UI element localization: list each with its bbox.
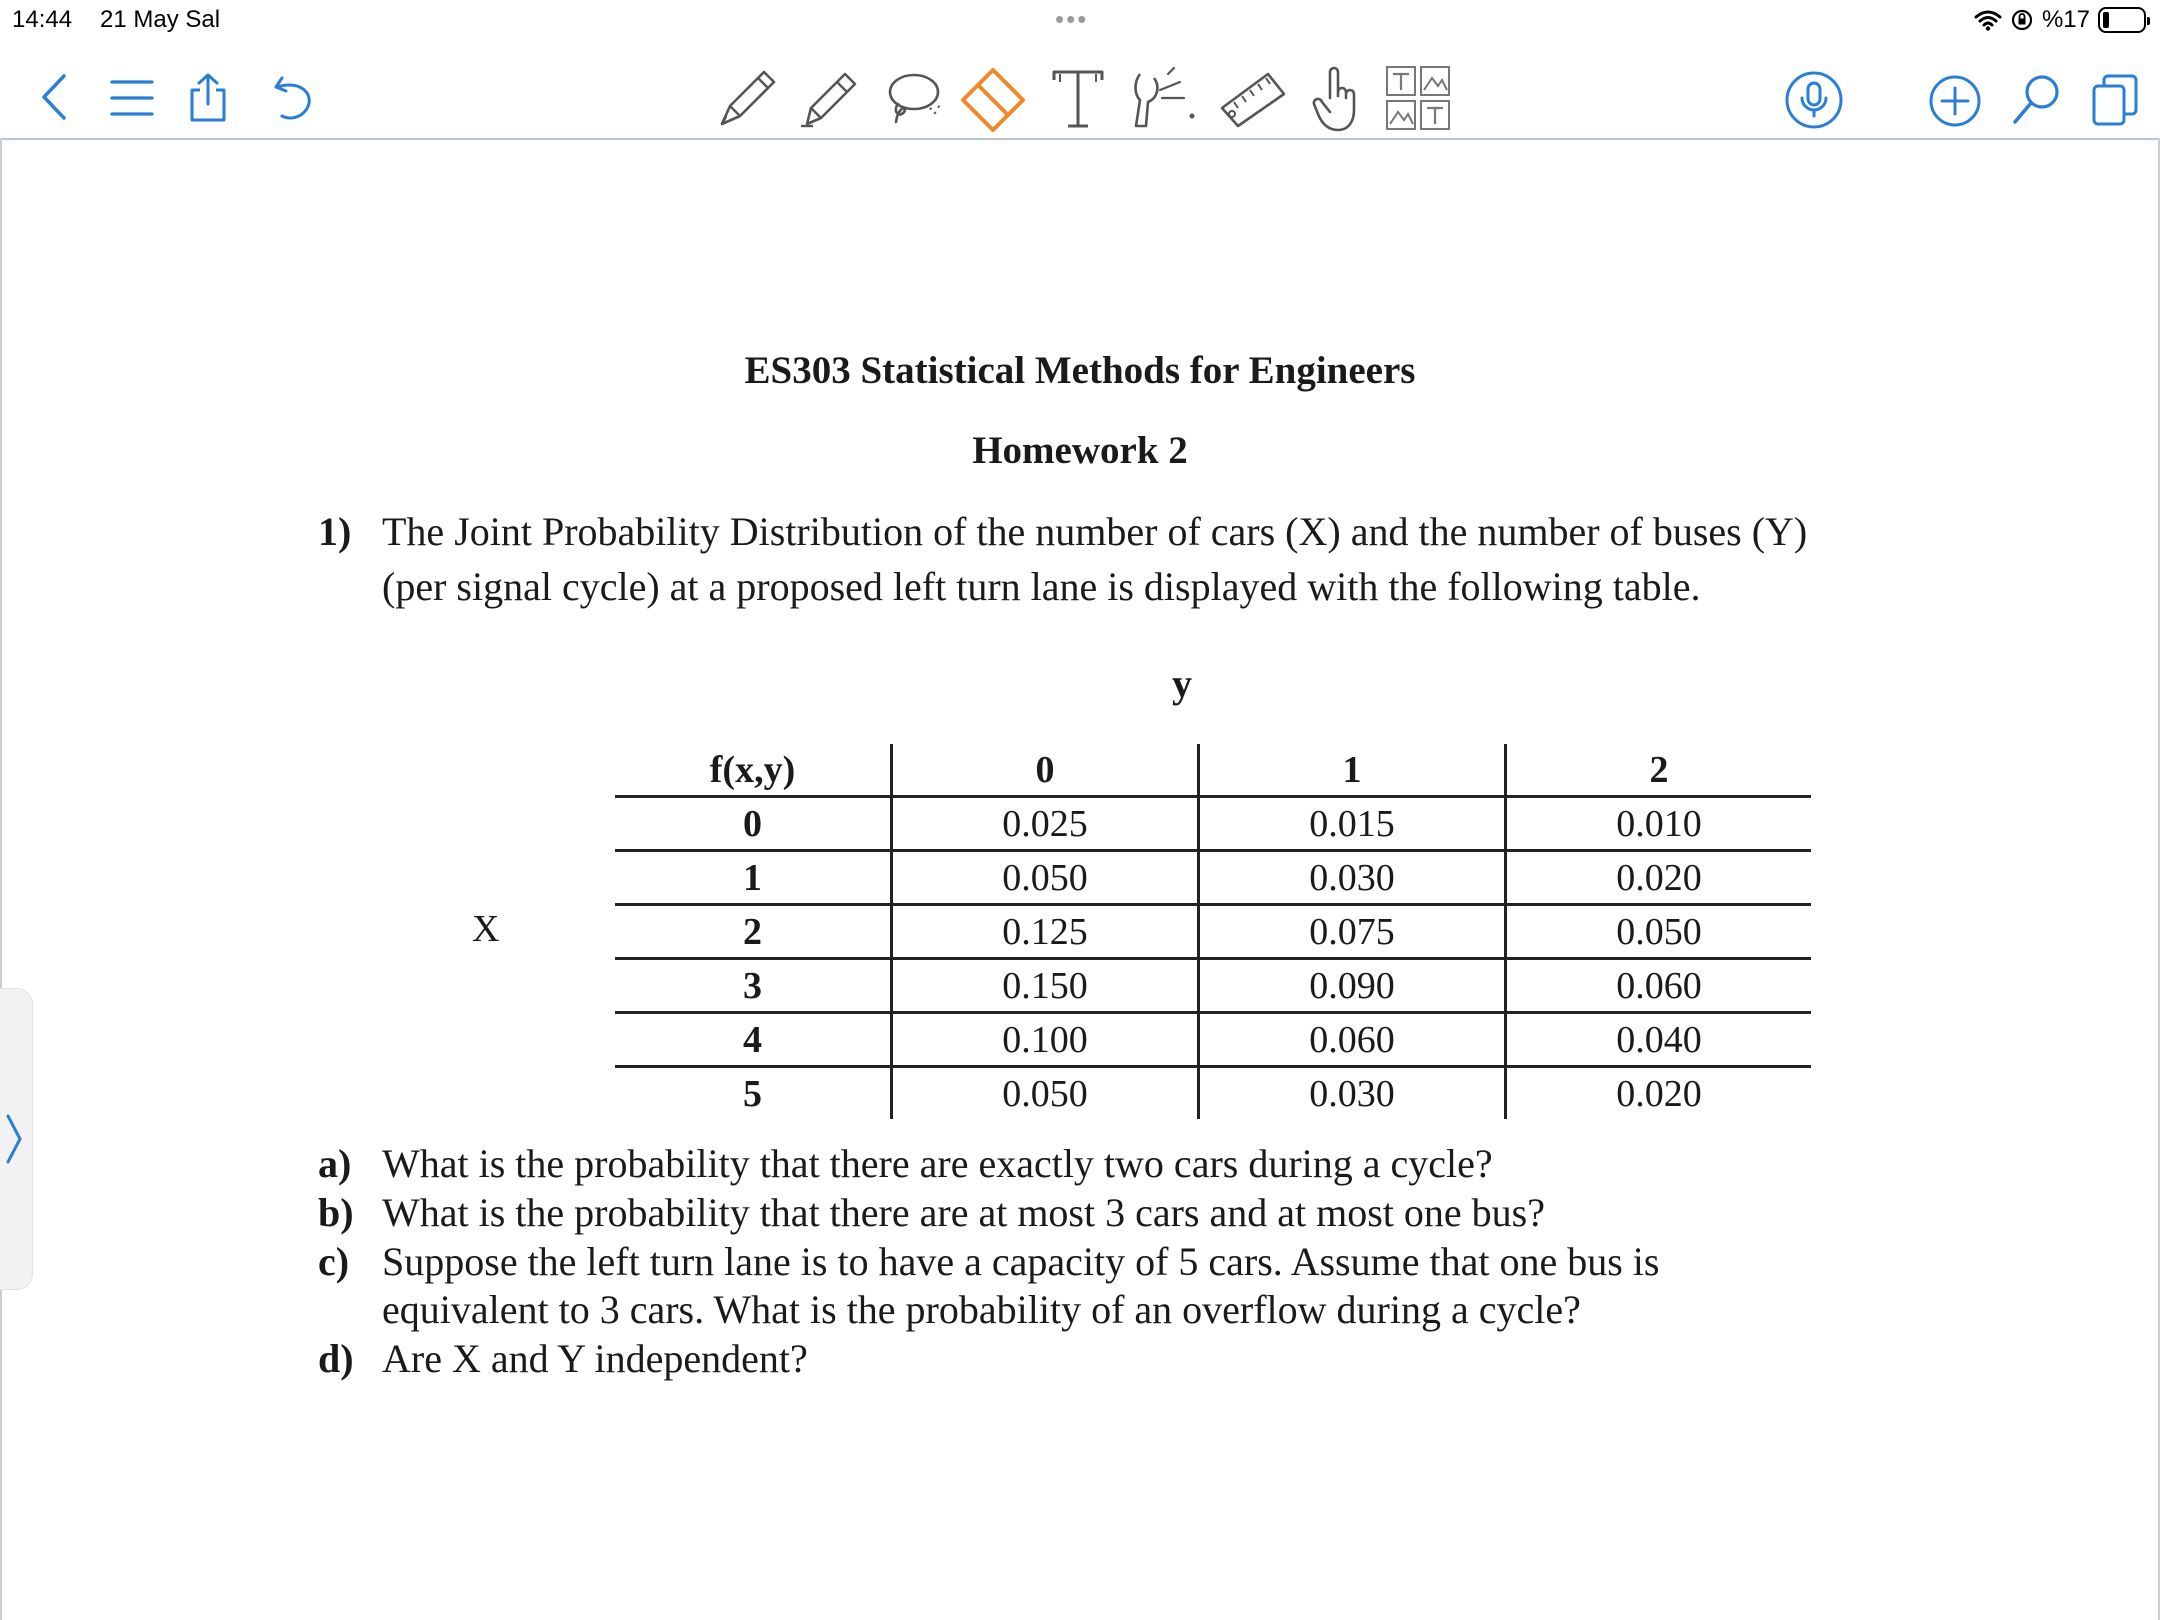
status-indicators [1974, 4, 2146, 36]
row-label: 3 [743, 964, 762, 1007]
table-header-row [615, 744, 1811, 797]
app-toolbar [0, 44, 2160, 140]
lasso-icon[interactable] [878, 66, 948, 132]
table-cell: 0.150 [892, 959, 1199, 1013]
chevron-right-icon[interactable] [4, 1112, 26, 1166]
joint-probability-table [615, 744, 1811, 1119]
part-text-b: What is the probability that there are at most 3 cars and at most one bus? [382, 1190, 1545, 1235]
status-bar [0, 0, 2160, 44]
table-cell: 0.030 [1199, 1067, 1506, 1120]
row-label: 4 [743, 1018, 762, 1061]
table-row [615, 797, 1811, 851]
table-row [615, 1067, 1811, 1120]
add-page-icon[interactable] [1928, 74, 1982, 128]
table-corner-label: f(x,y) [709, 748, 796, 791]
table-cell: 0.060 [1506, 959, 1812, 1013]
highlighter-icon[interactable] [795, 62, 865, 132]
table-cell: 0.020 [1506, 851, 1812, 905]
part-text-a: What is the probability that there are exactly two cars during a cycle? [382, 1141, 1493, 1186]
row-label: 2 [743, 910, 762, 953]
page-subtitle: Homework 2 [972, 429, 1188, 472]
undo-icon[interactable] [272, 74, 316, 122]
pen-icon[interactable] [712, 62, 782, 132]
table-cell: 0.020 [1506, 1067, 1812, 1120]
table-cell: 0.030 [1199, 851, 1506, 905]
part-label-d: d) [318, 1336, 354, 1381]
part-text-d: Are X and Y independent? [382, 1336, 808, 1381]
table-cell: 0.125 [892, 905, 1199, 959]
battery-percent: %17 [2041, 6, 2090, 33]
insert-icon[interactable] [1384, 64, 1454, 134]
eraser-icon[interactable] [955, 62, 1031, 134]
table-cell: 0.025 [892, 797, 1199, 851]
row-label: 0 [743, 802, 762, 845]
part-label-a: a) [318, 1141, 352, 1186]
part-text-c: Suppose the left turn lane is to have a capacity of 5 cars. Assume that one bus is [382, 1239, 1660, 1284]
wifi-icon [1974, 9, 2002, 31]
part-label-c: c) [318, 1239, 350, 1284]
table-cell: 0.040 [1506, 1013, 1812, 1067]
question-line-1: The Joint Probability Distribution of the number of cars (X) and the number of buses (Y) [382, 509, 1808, 554]
pages-icon[interactable] [2090, 72, 2140, 128]
table-cell: 0.050 [892, 1067, 1199, 1120]
table-cell: 0.050 [1506, 905, 1812, 959]
column-header: 0 [892, 744, 1199, 797]
table-row [615, 959, 1811, 1013]
table-cell: 0.060 [1199, 1013, 1506, 1067]
part-text-c-continued: equivalent to 3 cars. What is the probability of an overflow during a cycle? [382, 1287, 1581, 1332]
column-header: 1 [1199, 744, 1506, 797]
battery-icon [2098, 7, 2146, 33]
table-cell: 0.090 [1199, 959, 1506, 1013]
text-icon[interactable] [1048, 66, 1108, 132]
status-time: 14:44 [12, 6, 73, 33]
orientation-lock-icon [2010, 8, 2034, 32]
part-label-b: b) [318, 1190, 354, 1235]
list-icon[interactable] [108, 78, 156, 118]
microphone-icon[interactable] [1784, 70, 1844, 130]
table-cell: 0.015 [1199, 797, 1506, 851]
ruler-icon[interactable] [1218, 68, 1288, 128]
table-row [615, 1013, 1811, 1067]
table-row [615, 851, 1811, 905]
question-line-2: (per signal cycle) at a proposed left turn lane is displayed with the following table. [382, 564, 1701, 609]
x-variable-label: X [472, 908, 500, 950]
back-chevron-icon[interactable] [36, 72, 72, 122]
row-label: 1 [743, 856, 762, 899]
y-variable-label: y [1172, 661, 1192, 706]
table-row [615, 905, 1811, 959]
multitasking-dots-icon[interactable]: ••• [1055, 4, 1089, 34]
search-icon[interactable] [2010, 72, 2064, 128]
row-label: 5 [743, 1072, 762, 1115]
status-date: 21 May Sal [100, 6, 221, 33]
table-cell: 0.075 [1199, 905, 1506, 959]
table-cell: 0.010 [1506, 797, 1812, 851]
table-cell: 0.050 [892, 851, 1199, 905]
magic-wand-icon[interactable] [1118, 64, 1198, 134]
hand-pointer-icon[interactable] [1310, 62, 1366, 134]
page-title: ES303 Statistical Methods for Engineers [744, 349, 1416, 392]
question-number: 1) [318, 509, 352, 554]
share-icon[interactable] [188, 72, 228, 124]
column-header: 2 [1506, 744, 1812, 797]
table-cell: 0.100 [892, 1013, 1199, 1067]
